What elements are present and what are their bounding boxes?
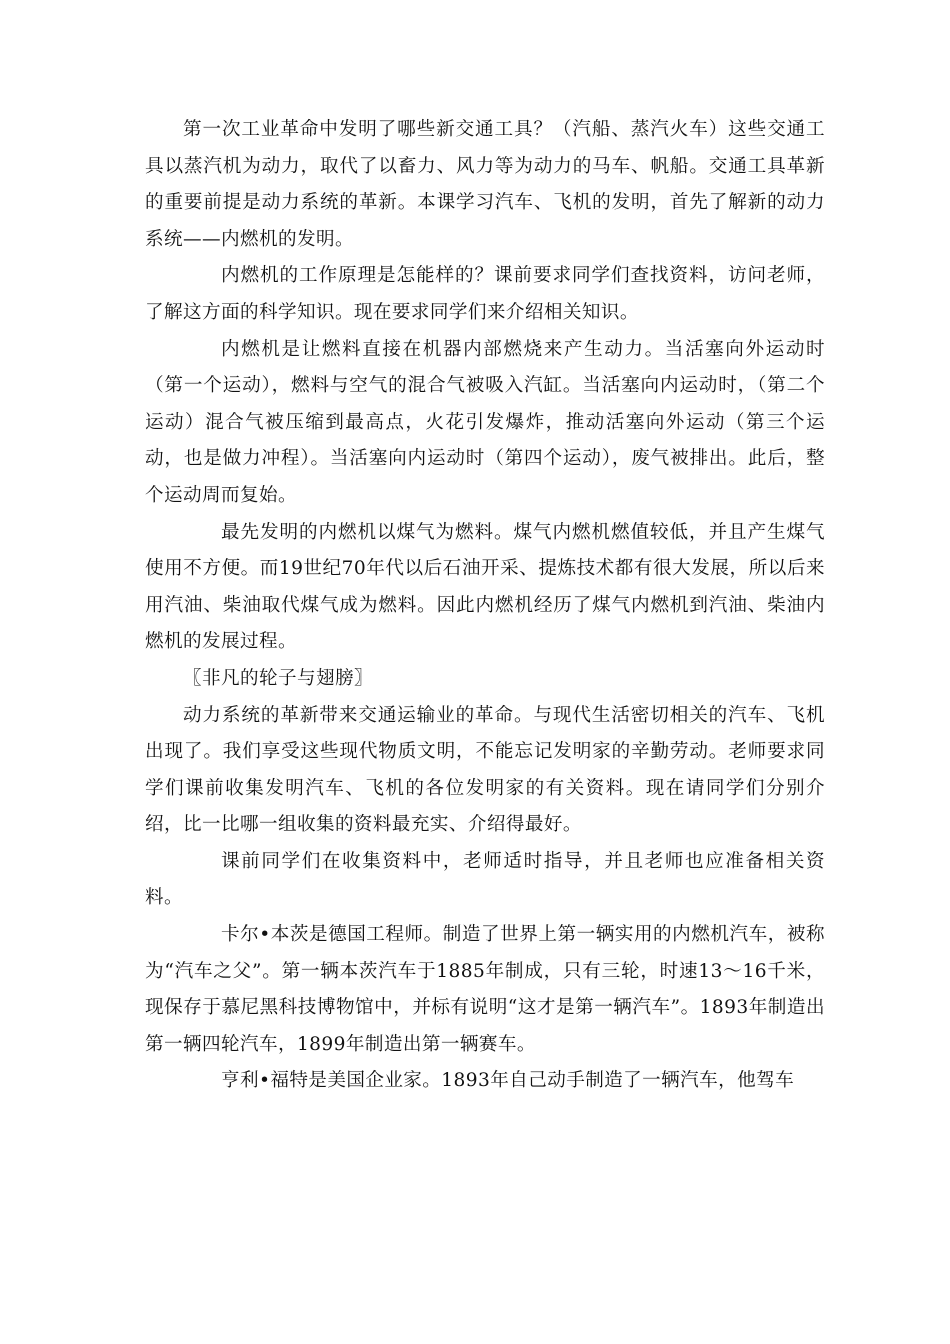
paragraph-teacher-guidance: 课前同学们在收集资料中，老师适时指导，并且老师也应准备相关资料。 <box>145 850 825 909</box>
paragraph-intro: 第一次工业革命中发明了哪些新交通工具？（汽船、蒸汽火车）这些交通工具以蒸汽机为动力，取代了以畜力、风力等为动力的马车、帆船。交通工具革新的重要前提是动力系统的革新。本课学习汽车、飞机的发明，首先了解新的动力系统——内燃机的发明。 <box>145 119 825 250</box>
paragraph-transport-revolution: 动力系统的革新带来交通运输业的革命。与现代生活密切相关的汽车、飞机出现了。我们享受这些现代物质文明，不能忘记发明家的辛勤劳动。老师要求同学们课前收集发明汽车、飞机的各位发明家的有关资料。现在请同学们分别介绍，比一比哪一组收集的资料最充实、介绍得最好。 <box>145 704 825 836</box>
paragraph-engine-cycle: 内燃机是让燃料直接在机器内部燃烧来产生动力。当活塞向外运动时（第一个运动），燃料与空气的混合气被吸入汽缸。当活塞向内运动时，（第二个运动）混合气被压缩到最高点，火花引发爆炸，推动活塞向外运动（第三个运动，也是做力冲程）。当活塞向内运动时（第四个运动），废气被排出。此后，整个运动周而复始。 <box>145 338 825 506</box>
paragraph-benz: 卡尔•本茨是德国工程师。制造了世界上第一辆实用的内燃机汽车，被称为“汽车之父”。第一辆本茨汽车于1885年制成，只有三轮，时速13～16千米，现保存于慕尼黑科技博物馆中，并标有说明“这才是第一辆汽车”。1893年制造出第一辆四轮汽车，1899年制造出第一辆赛车。 <box>145 924 825 1055</box>
paragraph-engine-principle: 内燃机的工作原理是怎能样的？课前要求同学们查找资料，访问老师，了解这方面的科学知识。现在要求同学们来介绍相关知识。 <box>145 265 825 323</box>
paragraph-ford: 亨利•福特是美国企业家。1893年自己动手制造了一辆汽车，他驾车 <box>221 1070 795 1092</box>
document-page <box>145 112 825 1100</box>
paragraph-fuel-history: 最先发明的内燃机以煤气为燃料。煤气内燃机燃值较低，并且产生煤气使用不方便。而19世纪70年代以后石油开采、提炼技术都有很大发展，所以后来用汽油、柴油取代煤气成为燃料。因此内燃机经历了煤气内燃机到汽油、柴油内燃机的发展过程。 <box>145 521 825 653</box>
section-heading: 〖非凡的轮子与翅膀〗 <box>183 667 373 689</box>
